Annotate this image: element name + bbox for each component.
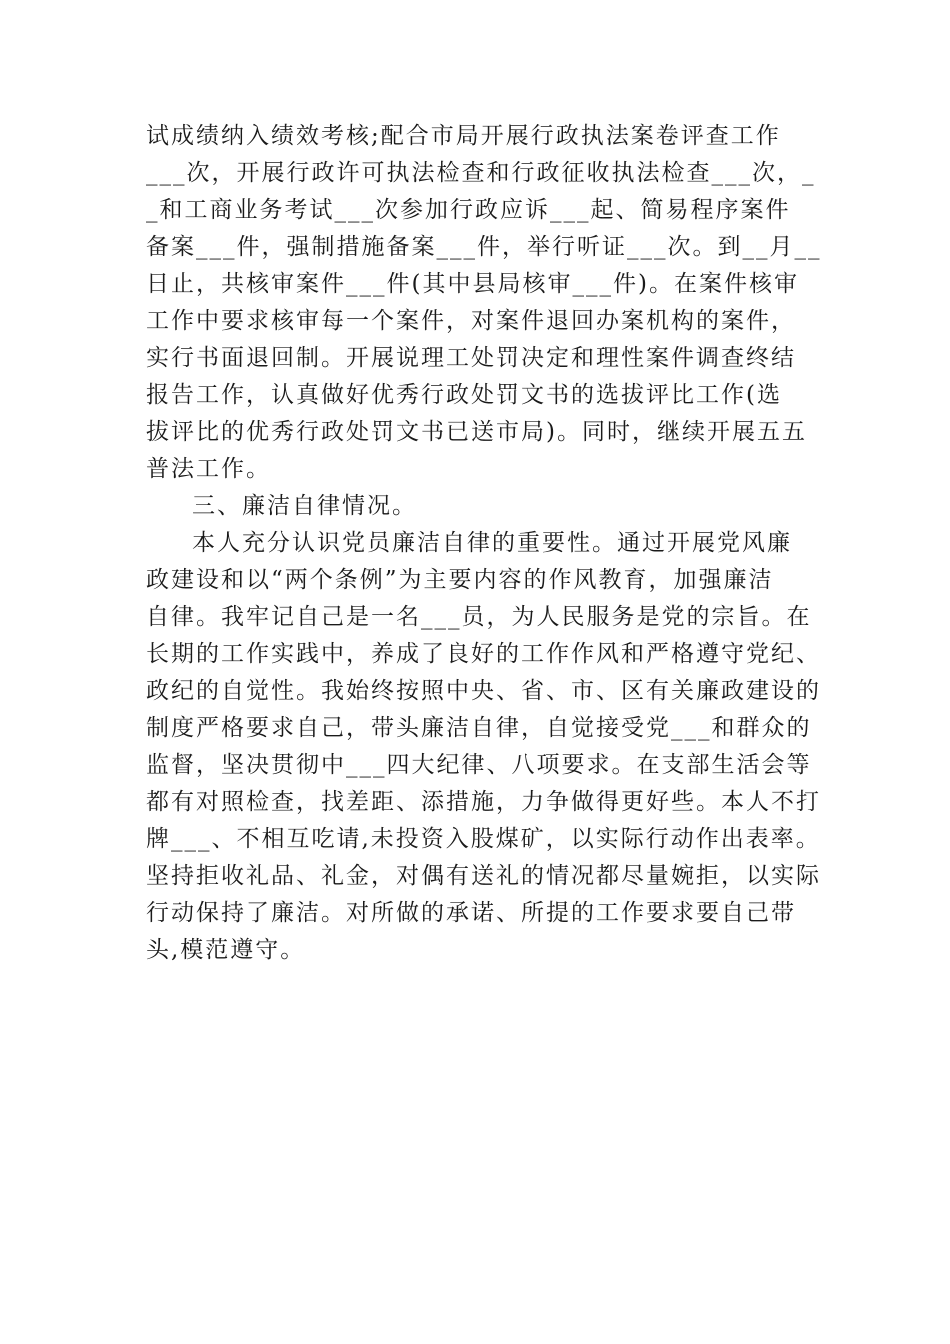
- text-line: 坚持拒收礼品、礼金，对偶有送礼的情况都尽量婉拒，以实际: [146, 863, 821, 889]
- text-line: 都有对照检查，找差距、添措施，力争做得更好些。本人不打: [146, 789, 821, 815]
- text-line: 日止，共核审案件___件(其中县局核审___件)。在案件核审: [146, 271, 799, 297]
- text-line: 普法工作。: [146, 456, 271, 482]
- document-body: [146, 118, 822, 969]
- text-line: 监督，坚决贯彻中___四大纪律、八项要求。在支部生活会等: [146, 752, 812, 778]
- text-line: 牌___、不相互吃请,未投资入股煤矿，以实际行动作出表率。: [146, 826, 821, 852]
- section-heading: 三、廉洁自律情况。: [192, 493, 417, 519]
- text-line: 政建设和以“两个条例”为主要内容的作风教育，加强廉洁: [146, 567, 774, 593]
- text-line: 实行书面退回制。开展说理工处罚决定和理性案件调查终结: [146, 345, 796, 371]
- text-line: 自律。我牢记自己是一名___员，为人民服务是党的宗旨。在: [146, 604, 812, 630]
- text-line: 长期的工作实践中，养成了良好的工作作风和严格遵守党纪、: [146, 641, 821, 667]
- text-line: 行动保持了廉洁。对所做的承诺、所提的工作要求要自己带: [146, 900, 796, 926]
- text-line: 本人充分认识党员廉洁自律的重要性。通过开展党风廉: [192, 530, 792, 556]
- text-line: 工作中要求核审每一个案件，对案件退回办案机构的案件，: [146, 308, 796, 334]
- text-line: 头,模范遵守。: [146, 937, 306, 963]
- text-line: 政纪的自觉性。我始终按照中央、省、市、区有关廉政建设的: [146, 678, 821, 704]
- text-line: 制度严格要求自己，带头廉洁自律，自觉接受党___和群众的: [146, 715, 812, 741]
- text-line: 备案___件，强制措施备案___件，举行听证___次。到__月__: [146, 234, 822, 260]
- text-line: 报告工作，认真做好优秀行政处罚文书的选拔评比工作(选: [146, 382, 782, 408]
- text-line: ___次，开展行政许可执法检查和行政征收执法检查___次，_: [146, 160, 816, 186]
- text-line: _和工商业务考试___次参加行政应诉___起、简易程序案件: [146, 197, 791, 223]
- text-line: 试成绩纳入绩效考核;配合市局开展行政执法案卷评查工作: [146, 123, 781, 149]
- text-line: 拔评比的优秀行政处罚文书已送市局)。同时，继续开展五五: [146, 419, 807, 445]
